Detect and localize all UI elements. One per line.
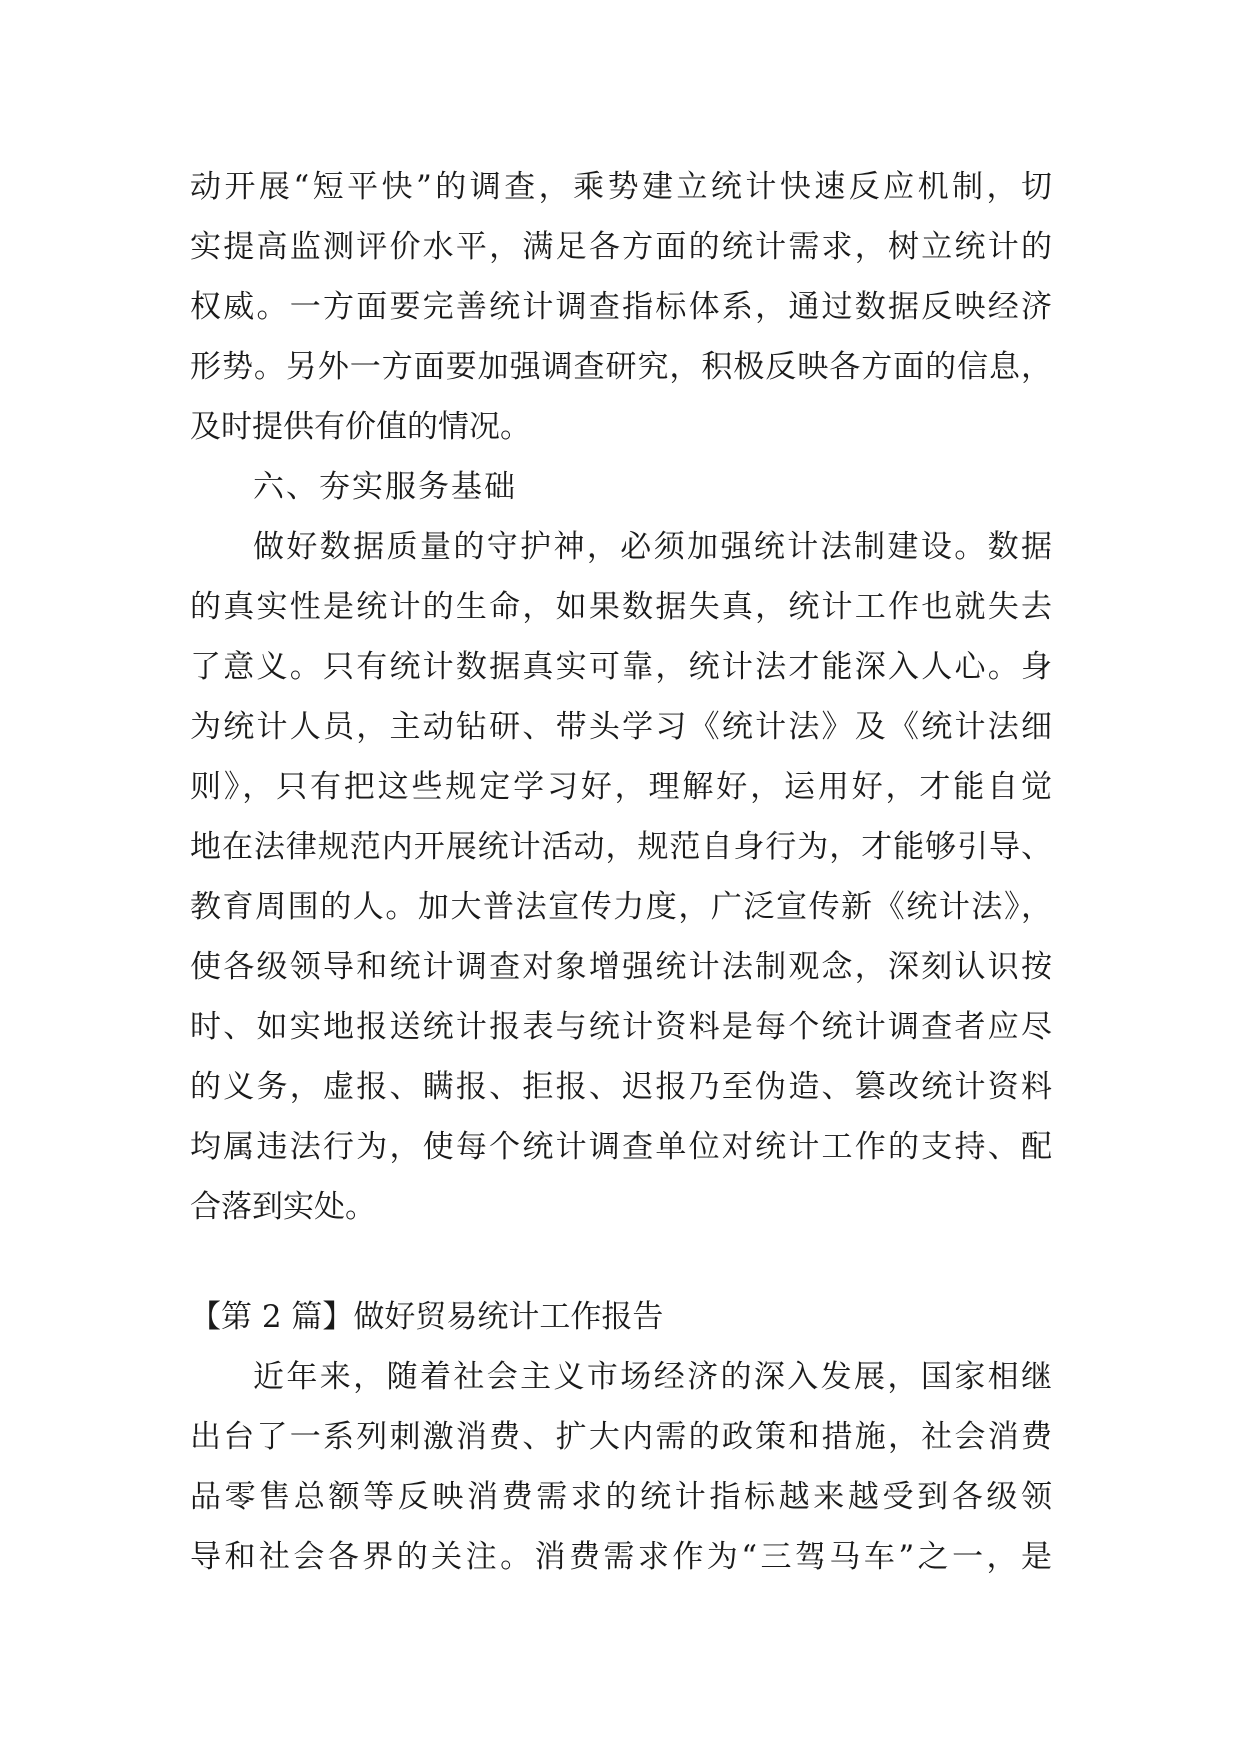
paragraph-line: 则》，只有把这些规定学习好，理解好，运用好，才能自觉: [190, 769, 1052, 805]
paragraph-line: 动开展“短平快”的调查，乘势建立统计快速反应机制，切: [190, 169, 1052, 205]
paragraph-line: 的义务，虚报、瞒报、拒报、迟报乃至伪造、篡改统计资料: [190, 1069, 1052, 1105]
paragraph-line: 实提高监测评价水平，满足各方面的统计需求，树立统计的: [190, 229, 1052, 265]
paragraph-line: 教育周围的人。加大普法宣传力度，广泛宣传新《统计法》，: [190, 889, 1052, 925]
paragraph-line: 地在法律规范内开展统计活动，规范自身行为，才能够引导、: [190, 829, 1052, 865]
paragraph-line: 权威。一方面要完善统计调查指标体系，通过数据反映经济: [190, 289, 1052, 325]
paragraph-line: 使各级领导和统计调查对象增强统计法制观念，深刻认识按: [190, 949, 1052, 985]
paragraph-line: 品零售总额等反映消费需求的统计指标越来越受到各级领: [190, 1479, 1052, 1515]
section-heading: 六、夯实服务基础: [253, 469, 517, 505]
paragraph-line: 了意义。只有统计数据真实可靠，统计法才能深入人心。身: [190, 649, 1052, 685]
paragraph-line: 做好数据质量的守护神，必须加强统计法制建设。数据: [253, 529, 1052, 565]
paragraph-line: 及时提供有价值的情况。: [190, 409, 531, 445]
paragraph-line: 均属违法行为，使每个统计调查单位对统计工作的支持、配: [190, 1129, 1052, 1165]
paragraph-line: 形势。另外一方面要加强调查研究，积极反映各方面的信息，: [190, 349, 1052, 385]
paragraph-line: 近年来，随着社会主义市场经济的深入发展，国家相继: [253, 1359, 1052, 1395]
paragraph-line: 的真实性是统计的生命，如果数据失真，统计工作也就失去: [190, 589, 1052, 625]
paragraph-line: 时、如实地报送统计报表与统计资料是每个统计调查者应尽: [190, 1009, 1052, 1045]
paragraph-line: 导和社会各界的关注。消费需求作为“三驾马车”之一，是: [190, 1539, 1052, 1575]
paragraph-line: 合落到实处。: [190, 1189, 376, 1225]
paragraph-line: 出台了一系列刺激消费、扩大内需的政策和措施，社会消费: [190, 1419, 1052, 1455]
paragraph-line: 为统计人员，主动钻研、带头学习《统计法》及《统计法细: [190, 709, 1052, 745]
article-title: 【第 2 篇】做好贸易统计工作报告: [190, 1299, 664, 1335]
